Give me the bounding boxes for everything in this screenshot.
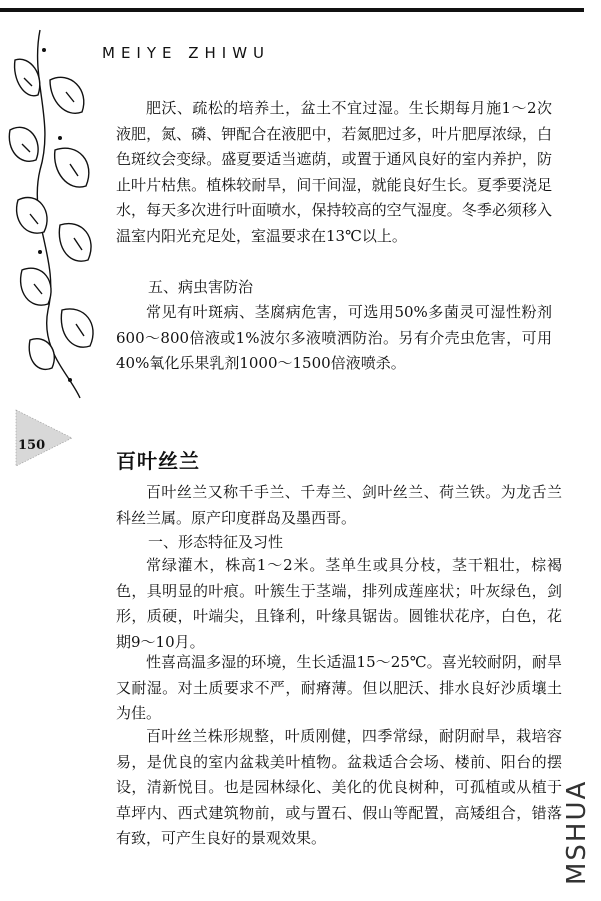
care-paragraph: 肥沃、疏松的培养土，盆土不宜过湿。生长期每月施1～2次液肥，氮、磷、钾配合在液肥中，若氮肥过多，叶片肥厚浓绿，白色斑纹会变绿。盛夏要适当遮荫，或置于通风良好的室内养护，防止叶片枯焦。植株较耐旱，间干间湿，就能良好生长。夏季要浇足水，每天多次进行叶面喷水，保持较高的空气湿度。冬季必须移入温室内阳光充足处，室温要求在13℃以上。 (116, 99, 552, 245)
watermark: MSHUA (562, 779, 592, 885)
vine-illustration (0, 20, 110, 400)
running-header: MEIYE ZHIWU (102, 44, 271, 62)
page-number: 150 (18, 438, 46, 453)
morphology-paragraph: 常绿灌木，株高1～2米。茎单生或具分枝，茎干粗壮，棕褐色，具明显的叶痕。叶簇生于茎端，排列成莲座状；叶灰绿色，剑形，质硬，叶端尖，且锋利，叶缘具锯齿。圆锥状花序，白色，花期9～10月。 (116, 556, 562, 651)
pest-control-paragraph: 常见有叶斑病、茎腐病危害，可选用50%多菌灵可湿性粉剂600～800倍液或1%波尔多液喷洒防治。另有介壳虫危害，可用40%氧化乐果乳剂1000～1500倍液喷杀。 (116, 303, 552, 372)
top-rule (0, 8, 584, 12)
pest-control-heading: 五、病虫害防治 (148, 278, 254, 296)
morphology-heading: 一、形态特征及习性 (148, 533, 284, 551)
article-title: 百叶丝兰 (116, 449, 200, 473)
habit-paragraph: 性喜高温多湿的环境，生长适温15～25℃。喜光较耐阴，耐旱又耐湿。对土质要求不严，耐瘠薄。但以肥沃、排水良好沙质壤土为佳。 (116, 653, 562, 722)
usage-paragraph: 百叶丝兰株形规整，叶质刚健，四季常绿，耐阴耐旱，栽培容易，是优良的室内盆栽美叶植物。盆栽适合会场、楼前、阳台的摆设，清新悦目。也是园林绿化、美化的优良树种，可孤植或从植于草坪内、西式建筑物前，或与置石、假山等配置，高矮组合，错落有致，可产生良好的景观效果。 (116, 727, 562, 847)
intro-paragraph: 百叶丝兰又称千手兰、千寿兰、剑叶丝兰、荷兰铁。为龙舌兰科丝兰属。原产印度群岛及墨西哥。 (116, 483, 562, 527)
